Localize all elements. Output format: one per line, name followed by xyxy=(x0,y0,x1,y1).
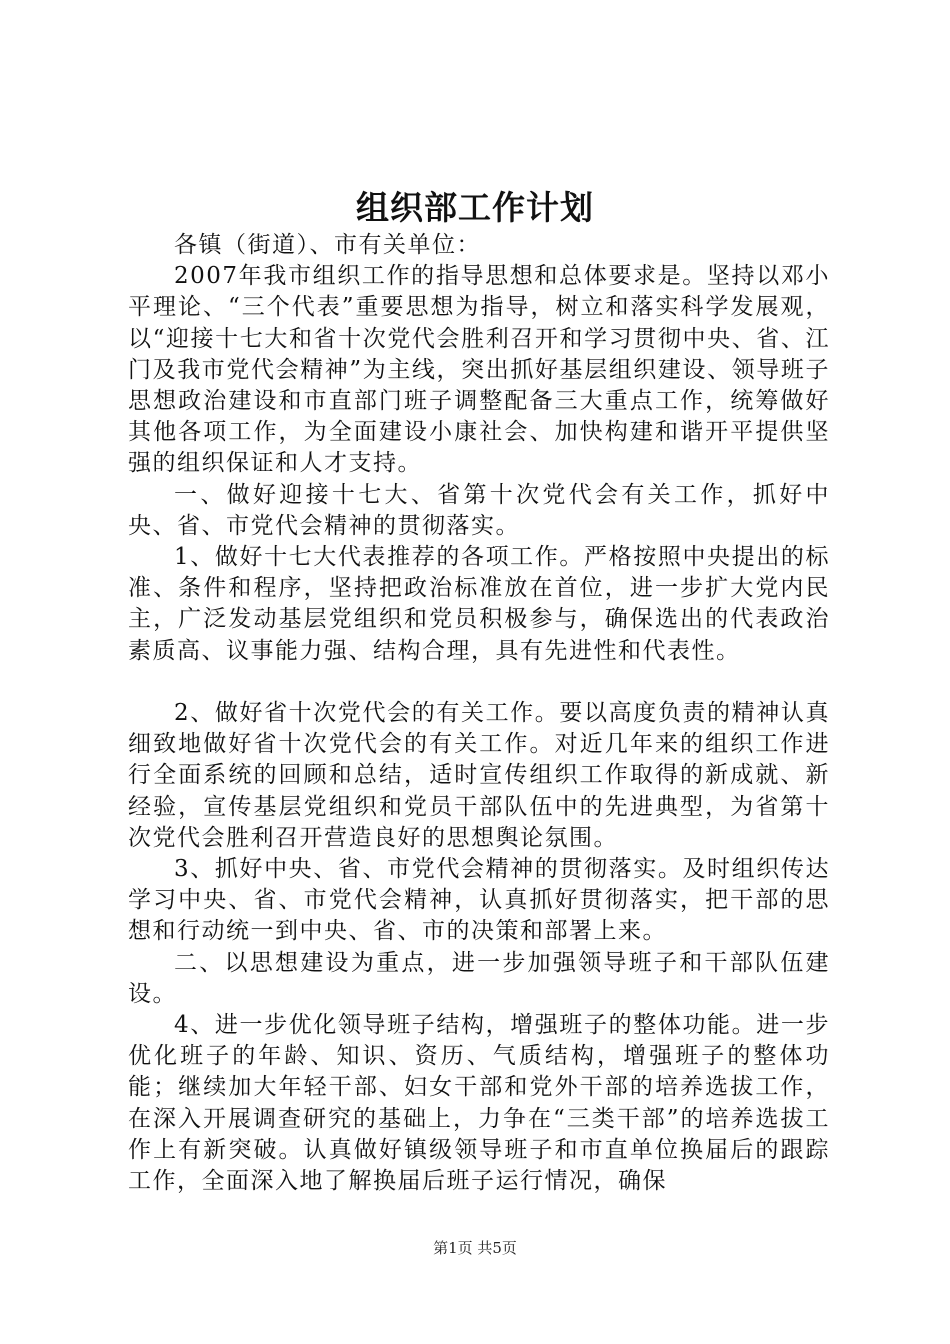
paragraph-item-4: 4、进一步优化领导班子结构，增强班子的整体功能。进一步优化班子的年龄、知识、资历、气质结构，增强班子的整体功能；继续加大年轻干部、妇女干部和党外干部的培养选拔工作，在深入开展调查研究的基础上，力争在“三类干部”的培养选拔工作上有新突破。认真做好镇级领导班子和市直单位换届后的跟踪工作，全面深入地了解换届后班子运行情况，确保 xyxy=(128,1012,830,1195)
section-heading-2: 二、以思想建设为重点，进一步加强领导班子和干部队伍建设。 xyxy=(128,949,830,1007)
document-body xyxy=(128,230,830,1197)
paragraph-item-3: 3、抓好中央、省、市党代会精神的贯彻落实。及时组织传达学习中央、省、市党代会精神，认真抓好贯彻落实，把干部的思想和行动统一到中央、省、市的决策和部署上来。 xyxy=(128,856,830,945)
paragraph-item-1: 1、做好十七大代表推荐的各项工作。严格按照中央提出的标准、条件和程序，坚持把政治标准放在首位，进一步扩大党内民主，广泛发动基层党组织和党员积极参与，确保选出的代表政治素质高、议事能力强、结构合理，具有先进性和代表性。 xyxy=(128,544,830,664)
paragraph-item-2: 2、做好省十次党代会的有关工作。要以高度负责的精神认真细致地做好省十次党代会的有关工作。对近几年来的组织工作进行全面系统的回顾和总结，适时宣传组织工作取得的新成就、新经验，宣传基层党组织和党员干部队伍中的先进典型，为省第十次党代会胜利召开营造良好的思想舆论氛围。 xyxy=(128,700,830,851)
section-heading-1: 一、做好迎接十七大、省第十次党代会有关工作，抓好中央、省、市党代会精神的贯彻落实。 xyxy=(128,481,830,539)
document-title: 组织部工作计划 xyxy=(356,188,594,227)
paragraph-guiding-thought: 2007年我市组织工作的指导思想和总体要求是。坚持以邓小平理论、“三个代表”重要思想为指导，树立和落实科学发展观，以“迎接十七大和省十次党代会胜利召开和学习贯彻中央、省、江门及我市党代会精神”为主线，突出抓好基层组织建设、领导班子思想政治建设和市直部门班子调整配备三大重点工作，统筹做好其他各项工作，为全面建设小康社会、加快构建和谐开平提供坚强的组织保证和人才支持。 xyxy=(128,263,830,477)
page-number-footer: 第1页 共5页 xyxy=(433,1239,517,1257)
salutation: 各镇（街道）、市有关单位： xyxy=(174,232,481,258)
